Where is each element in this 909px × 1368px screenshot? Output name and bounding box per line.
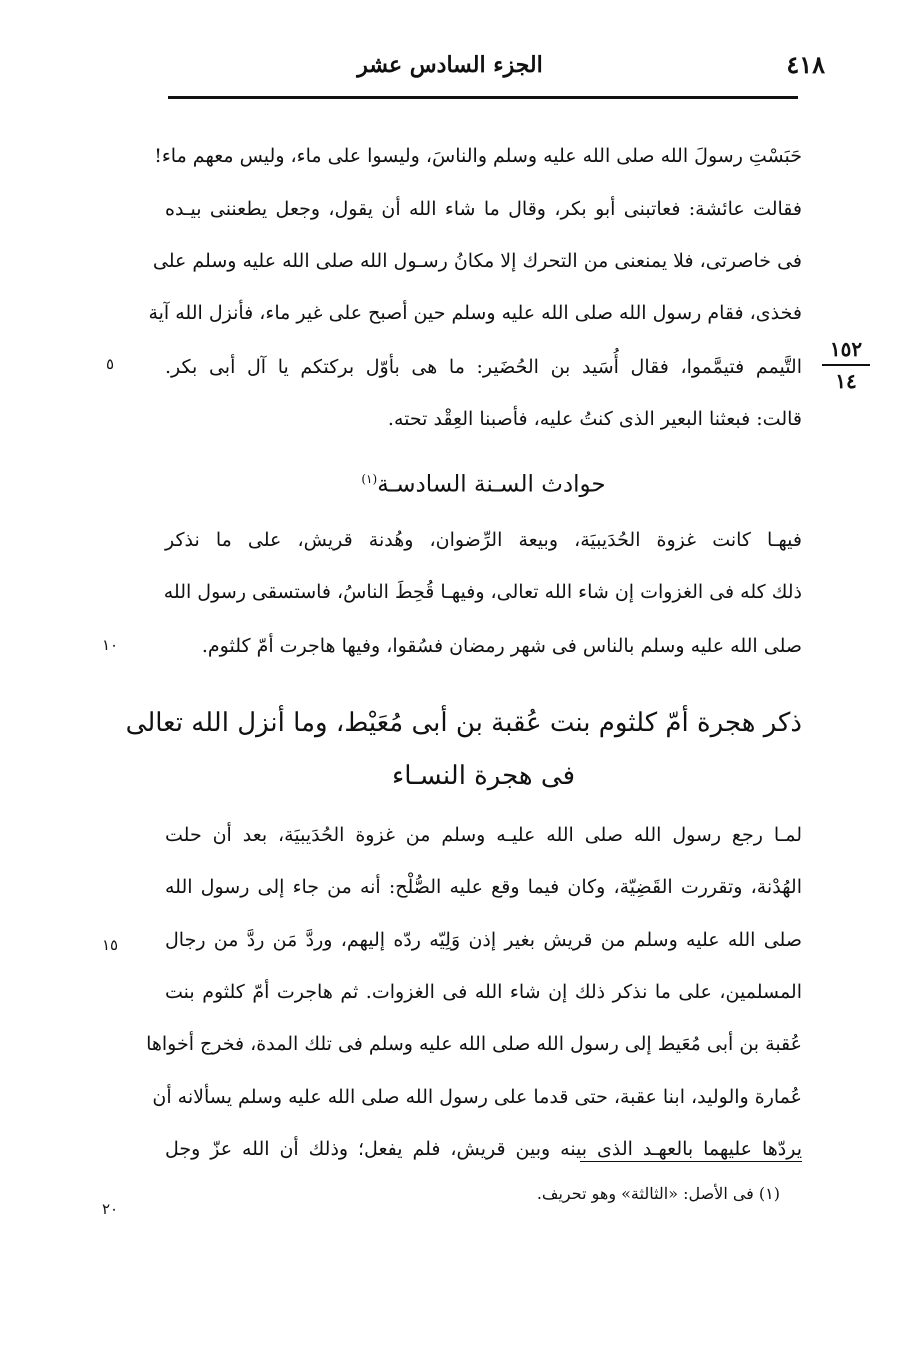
footnote-marker: (١) <box>361 472 378 486</box>
text-line: ذلك كله فى الغزوات إن شاء الله تعالى، وفيهـا قُحِطَ الناسُ، فاستسقى رسول الله <box>163 581 802 603</box>
margin-reference-top: ١٥٢ <box>829 337 863 361</box>
text-line: عُقبة بن أبى مُعَيط إلى رسول الله صلى الله عليه وسلم فى تلك المدة، فخرج أخواها <box>146 1033 802 1055</box>
text-line: فخذى، فقام رسول الله صلى الله عليه وسلم حين أصبح على غير ماء، فأنزل الله آية <box>148 302 802 324</box>
footnote-rule <box>580 1161 802 1162</box>
text-line: فيهـا كانت غزوة الحُدَيبيَة، وبيعة الرِّضوان، وهُدنة قريش، على ما نذكر <box>165 529 802 551</box>
text-line: الهُدْنة، وتقررت القَضِيّة، وكان فيما وقع عليه الصُّلْح: أنه من جاء إلى رسول الله <box>165 876 802 898</box>
text-line: فى خاصرتى، فلا يمنعنى من التحرك إلا مكانُ رسـول الله صلى الله عليه وسلم على <box>152 250 802 272</box>
text-line: حَبَسْتِ رسولَ الله صلى الله عليه وسلم والناسَ، وليسوا على ماء، وليس معهم ماء! <box>154 145 802 167</box>
running-title: الجزء السادس عشر <box>357 52 543 78</box>
text-line: صلى الله عليه وسلم من قريش بغير إذن وَلِيّه ردّه إليهم، وردَّ مَن ردَّ من رجال <box>165 929 802 951</box>
line-number: ٢٠ <box>101 1200 119 1218</box>
section-heading-title: حوادث السـنة السادسـة <box>377 471 606 498</box>
text-line: يردّها عليهما بالعهـد الذى بينه وبين قريش، فلم يفعل؛ وذلك أن الله عزّ وجل <box>165 1138 802 1160</box>
margin-reference <box>816 336 876 394</box>
text-line: لمـا رجع رسول الله صلى الله عليـه وسلم من غزوة الحُدَيبيَة، بعد أن حلت <box>165 824 802 846</box>
chapter-heading-line-2: فى هجرة النسـاء <box>391 761 576 791</box>
chapter-heading-line-1: ذكر هجرة أمّ كلثوم بنت عُقبة بن أبى مُعَيْط، وما أنزل الله تعالى <box>125 708 802 738</box>
line-number: ١٠ <box>101 636 119 654</box>
page-number: ٤١٨ <box>786 50 825 79</box>
text-line: المسلمين، على ما نذكر ذلك إن شاء الله فى الغزوات. ثم هاجرت أمّ كلثوم بنت <box>165 981 802 1003</box>
margin-reference-bottom: ١٤ <box>835 369 857 393</box>
header-rule <box>168 96 798 99</box>
line-number: ٥ <box>105 355 115 373</box>
footnote: (١) فى الأصل: «الثالثة» وهو تحريف. <box>536 1184 780 1203</box>
text-line: قالت: فبعثنا البعير الذى كنتُ عليه، فأصبنا العِقْد تحته. <box>387 408 802 430</box>
section-heading <box>165 462 802 502</box>
text-line: فقالت عائشة: فعاتبنى أبو بكر، وقال ما شاء الله أن يقول، وجعل يطعننى بيـده <box>165 198 802 220</box>
text-line: صلى الله عليه وسلم بالناس فى شهر رمضان فسُقوا، وفيها هاجرت أمّ كلثوم. <box>201 635 802 657</box>
text-line: التَّيمم فتيمَّموا، فقال أُسَيد بن الحُضَير: ما هى بأوّل بركتكم يا آل أبى بكر. <box>165 356 802 378</box>
line-number: ١٥ <box>101 936 119 954</box>
margin-reference-rule <box>822 364 870 366</box>
text-line: عُمارة والوليد، ابنا عقبة، حتى قدما على رسول الله صلى الله عليه وسلم يسألانه أن <box>152 1086 802 1108</box>
